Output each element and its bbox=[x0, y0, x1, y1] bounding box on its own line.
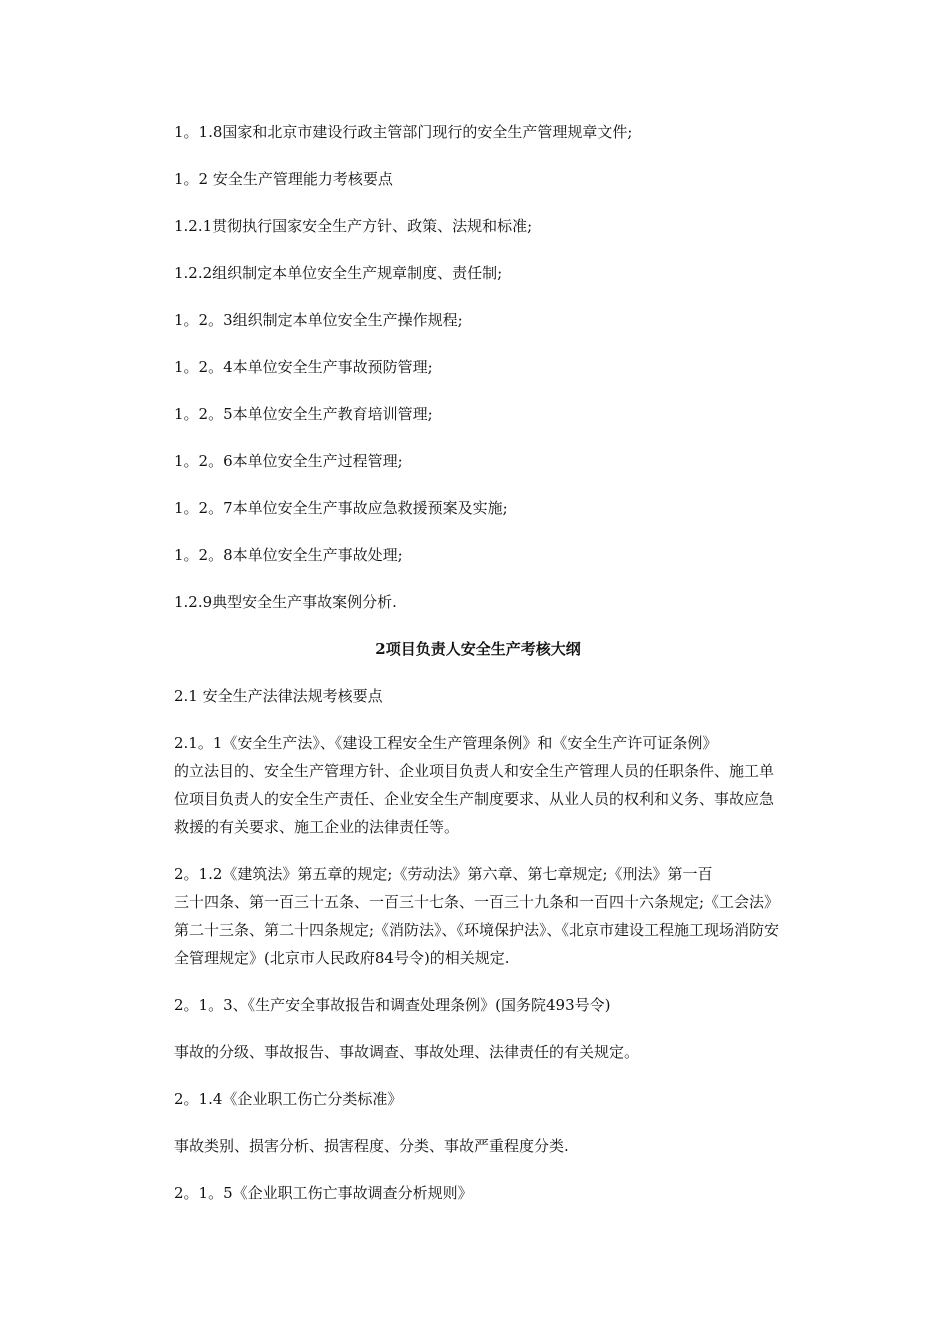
clause-2-1-3: 2。1。3、《生产安全事故报告和调查处理条例》(国务院493号令) bbox=[174, 996, 611, 1014]
clause-1-2-5: 1。2。5本单位安全生产教育培训管理; bbox=[174, 405, 433, 423]
clause-1-2-3: 1。2。3组织制定本单位安全生产操作规程; bbox=[174, 311, 463, 329]
clause-1-2-6: 1。2。6本单位安全生产过程管理; bbox=[174, 452, 403, 470]
clause-1-1-8: 1。1.8国家和北京市建设行政主管部门现行的安全生产管理规章文件; bbox=[174, 123, 633, 141]
clause-2-1-1 bbox=[174, 729, 782, 841]
clause-2-1-1-body: 的立法目的、安全生产管理方针、企业项目负责人和安全生产管理人员的任职条件、施工单位项目负责人的安全生产责任、企业安全生产制度要求、从业人员的权利和义务、事故应急救援的有关要求、施工企业的法律责任等。 bbox=[174, 762, 775, 836]
clause-1-2-9: 1.2.9典型安全生产事故案例分析. bbox=[174, 593, 397, 611]
clause-2-1-3-detail: 事故的分级、事故报告、事故调查、事故处理、法律责任的有关规定。 bbox=[174, 1043, 640, 1061]
clause-2-1-1-first-line: 2.1。1《安全生产法》、《建设工程安全生产管理条例》和《安全生产许可证条例》 bbox=[174, 734, 718, 752]
clause-1-2-4: 1。2。4本单位安全生产事故预防管理; bbox=[174, 358, 433, 376]
clause-2-1-2-first-line: 2。1.2《建筑法》第五章的规定;《劳动法》第六章、第七章规定;《刑法》第一百 bbox=[174, 865, 713, 883]
document-body bbox=[174, 118, 782, 1226]
clause-1-2-8: 1。2。8本单位安全生产事故处理; bbox=[174, 546, 403, 564]
clause-2-1-5: 2。1。5《企业职工伤亡事故调查分析规则》 bbox=[174, 1184, 473, 1202]
clause-2-1-2-body: 三十四条、第一百三十五条、一百三十七条、一百三十九条和一百四十六条规定;《工会法》第二十三条、第二十四条规定;《消防法》、《环境保护法》、《北京市建设工程施工现场消防安全管理规定》(北京市人民政府84号令)的相关规定. bbox=[174, 893, 780, 967]
clause-1-2-7: 1。2。7本单位安全生产事故应急救援预案及实施; bbox=[174, 499, 508, 517]
clause-1-2-1: 1.2.1贯彻执行国家安全生产方针、政策、法规和标准; bbox=[174, 217, 533, 235]
clause-2-1-4: 2。1.4《企业职工伤亡分类标准》 bbox=[174, 1090, 403, 1108]
clause-2-1-2 bbox=[174, 860, 782, 972]
clause-1-2-2: 1.2.2组织制定本单位安全生产规章制度、责任制; bbox=[174, 264, 503, 282]
clause-2-1-4-detail: 事故类别、损害分析、损害程度、分类、事故严重程度分类. bbox=[174, 1137, 569, 1155]
clause-2-1-heading: 2.1 安全生产法律法规考核要点 bbox=[174, 687, 383, 705]
section-2-heading: 2项目负责人安全生产考核大纲 bbox=[375, 640, 581, 658]
clause-1-2-heading: 1。2 安全生产管理能力考核要点 bbox=[174, 170, 393, 188]
